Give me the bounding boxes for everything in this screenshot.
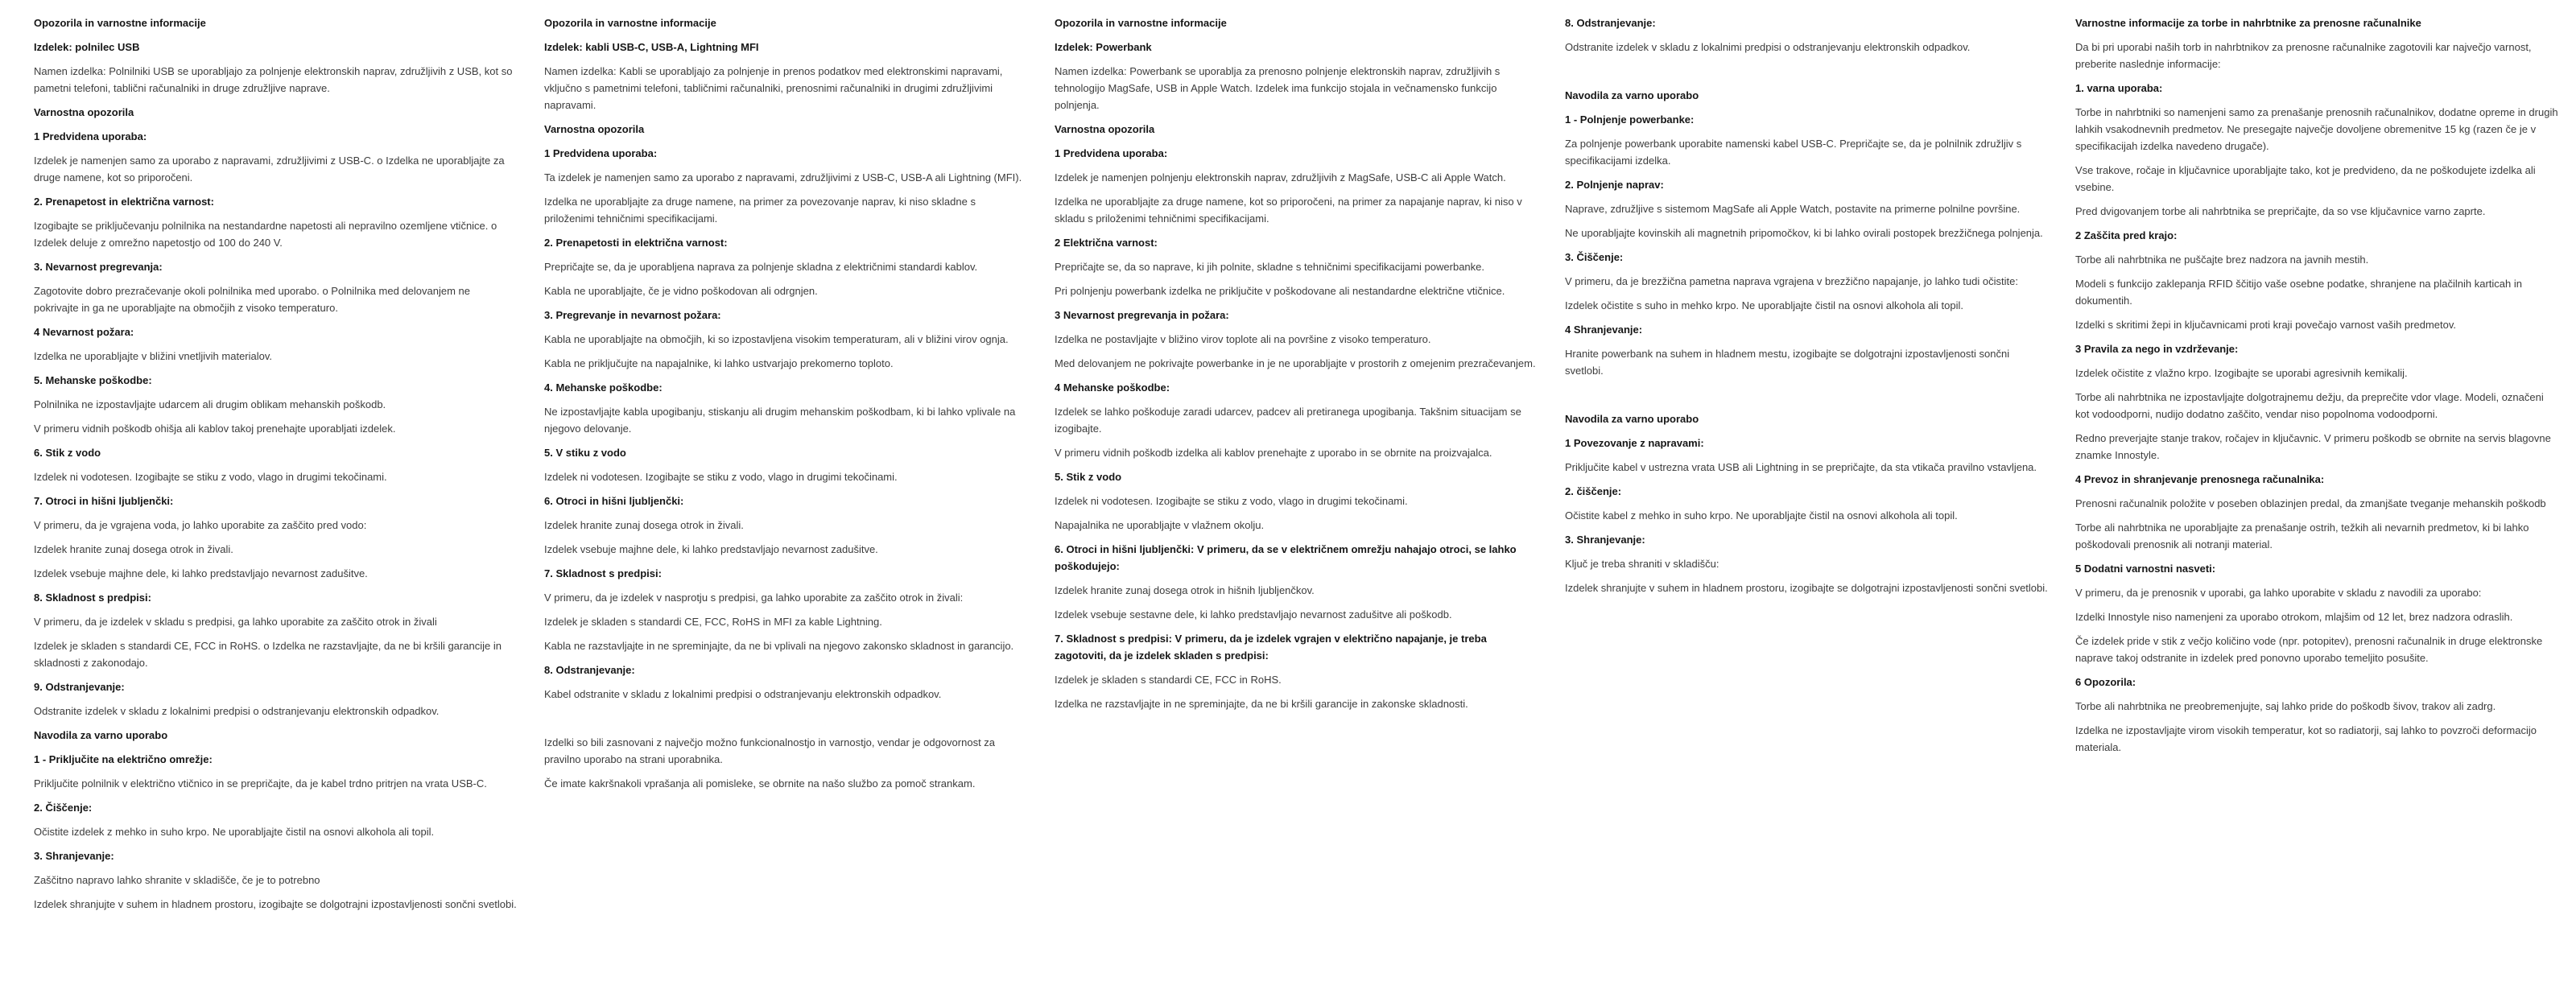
paragraph: Polnilnika ne izpostavljajte udarcem ali drugim oblikam mehanskih poškodb. <box>34 398 386 410</box>
section-title: Varnostna opozorila <box>34 106 134 118</box>
spacer <box>1565 63 2048 80</box>
section-title: Navodila za varno uporabo <box>1565 89 1699 101</box>
spacer <box>544 710 1027 727</box>
paragraph: V primeru, da je brezžična pametna naprava vgrajena v brezžično napajanje, jo lahko tudi očistite: <box>1565 275 2018 287</box>
clause-heading: 2. Polnjenje naprav: <box>1565 179 1664 191</box>
clause-heading: 1. varna uporaba: <box>2075 82 2163 94</box>
clause-heading: 6 Opozorila: <box>2075 676 2136 688</box>
paragraph: Da bi pri uporabi naših torb in nahrbtnikov za prenosne računalnike zagotovili kar največjo varnost, preberite naslednje informacije: <box>2075 41 2532 70</box>
paragraph: Izdelka ne uporabljajte za druge namene, kot so priporočeni, na primer za napajanje naprav, ki niso v skladu s priloženimi tehničnimi specifikacijami. <box>1055 196 1522 225</box>
clause-heading: 2. Prenapetosti in električna varnost: <box>544 237 728 249</box>
clause-heading: 6. Stik z vodo <box>34 447 101 459</box>
clause-heading: 3. Shranjevanje: <box>34 850 114 862</box>
clause-heading: 3 Nevarnost pregrevanja in požara: <box>1055 309 1229 321</box>
section-title: Izdelek: Powerbank <box>1055 41 1152 53</box>
paragraph: V primeru, da je prenosnik v uporabi, ga lahko uporabite v skladu z navodili za uporabo: <box>2075 587 2482 599</box>
paragraph: Ne izpostavljajte kabla upogibanju, stiskanju ali drugim mehanskim poškodbam, ki bi lahko vplivale na njegovo delovanje. <box>544 406 1016 435</box>
clause-heading: 6. Otroci in hišni ljubljenčki: V primeru, da se v električnem omrežju nahajajo otroci, se lahko poškodujejo: <box>1055 543 1517 572</box>
paragraph: Izdelek vsebuje majhne dele, ki lahko predstavljajo nevarnost zadušitve. <box>34 567 368 579</box>
paragraph: Izdelek hranite zunaj dosega otrok in hišnih ljubljenčkov. <box>1055 584 1315 596</box>
paragraph: Izdelek je namenjen polnjenju elektronskih naprav, združljivih z MagSafe, USB-C ali Apple Watch. <box>1055 171 1506 183</box>
clause-heading: 2 Zaščita pred krajo: <box>2075 229 2178 241</box>
paragraph: Kabla ne razstavljajte in ne spreminjajte, da ne bi vplivali na njegovo zakonsko skladnost in garancijo. <box>544 640 1014 652</box>
paragraph: Izdelka ne uporabljajte za druge namene, na primer za povezovanje naprav, ki niso skladne s priloženimi tehničnimi specifikacijami. <box>544 196 976 225</box>
paragraph: V primeru, da je vgrajena voda, jo lahko uporabite za zaščito pred vodo: <box>34 519 367 531</box>
clause-heading: 8. Odstranjevanje: <box>1565 17 1656 29</box>
paragraph: Torbe ali nahrbtnika ne puščajte brez nadzora na javnih mestih. <box>2075 254 2369 266</box>
paragraph: Ta izdelek je namenjen samo za uporabo z napravami, združljivimi z USB-C, USB-A ali Lightning (MFI). <box>544 171 1022 183</box>
paragraph: Napajalnika ne uporabljajte v vlažnem okolju. <box>1055 519 1265 531</box>
paragraph: Kabla ne uporabljajte na območjih, ki so izpostavljena visokim temperaturam, ali v bližini virov ognja. <box>544 333 1009 345</box>
clause-heading: 5. V stiku z vodo <box>544 447 626 459</box>
paragraph: Kabla ne uporabljajte, če je vidno poškodovan ali odrgnjen. <box>544 285 818 297</box>
clause-heading: 1 Predvidena uporaba: <box>544 147 658 159</box>
paragraph: Torbe ali nahrbtnika ne izpostavljajte dolgotrajnemu dežju, da preprečite vdor vlage. Modeli, označeni kot vodoodporni, nudijo dodatno zaščito, vendar niso popolnoma vodoodporni. <box>2075 391 2544 420</box>
section-title: Varnostna opozorila <box>544 123 645 135</box>
paragraph: Za polnjenje powerbank uporabite namenski kabel USB-C. Prepričajte se, da je polnilnik združljiv s specifikacijami izdelka. <box>1565 138 2022 167</box>
paragraph: V primeru vidnih poškodb izdelka ali kablov prenehajte z uporabo in se obrnite na proizvajalca. <box>1055 447 1492 459</box>
column-powerbank-continued <box>1565 14 2048 604</box>
paragraph: Izdelek je namenjen samo za uporabo z napravami, združljivimi z USB-C. o Izdelka ne uporabljajte za druge namene, kot so priporočeni. <box>34 155 505 183</box>
clause-heading: 5. Mehanske poškodbe: <box>34 374 152 386</box>
clause-heading: 3 Pravila za nego in vzdrževanje: <box>2075 343 2239 355</box>
paragraph: Izdelki s skritimi žepi in ključavnicami proti kraji povečajo varnost vaših predmetov. <box>2075 319 2456 331</box>
paragraph: Izdelek je skladen s standardi CE, FCC in RoHS. <box>1055 674 1282 686</box>
paragraph: Izdelek hranite zunaj dosega otrok in živali. <box>544 519 744 531</box>
document-title: Varnostne informacije za torbe in nahrbtnike za prenosne računalnike <box>2075 17 2421 29</box>
paragraph: Izdelek je skladen s standardi CE, FCC in RoHS. o Izdelka ne razstavljajte, da ne bi kršili garancije in skladnosti z zakonodajo. <box>34 640 502 669</box>
clause-heading: 3. Nevarnost pregrevanja: <box>34 261 163 273</box>
paragraph: Izdelek shranjujte v suhem in hladnem prostoru, izogibajte se dolgotrajni izpostavljenosti sončni svetlobi. <box>1565 582 2048 594</box>
paragraph: Redno preverjajte stanje trakov, ročajev in ključavnic. V primeru poškodb se obrnite na servis blagovne znamke Innostyle. <box>2075 432 2551 461</box>
clause-heading: 4 Shranjevanje: <box>1565 324 1643 336</box>
clause-heading: 1 - Polnjenje powerbanke: <box>1565 113 1695 126</box>
clause-heading: 2. čiščenje: <box>1565 485 1622 497</box>
paragraph: Izdelka ne uporabljajte v bližini vnetljivih materialov. <box>34 350 273 362</box>
clause-heading: 1 - Priključite na električno omrežje: <box>34 753 213 765</box>
paragraph: Zagotovite dobro prezračevanje okoli polnilnika med uporabo. o Polnilnika med delovanjem ne pokrivajte in ga ne uporabljajte na območjih z visoko temperaturo. <box>34 285 470 314</box>
clause-heading: 4. Mehanske poškodbe: <box>544 381 663 394</box>
section-title: Izdelek: kabli USB-C, USB-A, Lightning MFI <box>544 41 759 53</box>
paragraph: Namen izdelka: Kabli se uporabljajo za polnjenje in prenos podatkov med elektronskimi napravami, vključno s pametnimi telefoni, tabličnimi računalniki, prenosnimi računalniki in drugimi združljivimi napravami. <box>544 65 1003 111</box>
paragraph: Namen izdelka: Polnilniki USB se uporabljajo za polnjenje elektronskih naprav, združljivih z USB, kot so pametni telefoni, tablični računalniki in druge združljive naprave. <box>34 65 513 94</box>
paragraph: V primeru vidnih poškodb ohišja ali kablov takoj prenehajte uporabljati izdelek. <box>34 423 396 435</box>
paragraph: Če imate kakršnakoli vprašanja ali pomisleke, se obrnite na našo službo za pomoč strankam. <box>544 777 976 790</box>
clause-heading: 4 Mehanske poškodbe: <box>1055 381 1170 394</box>
paragraph: Prepričajte se, da je uporabljena naprava za polnjenje skladna z električnimi standardi kablov. <box>544 261 978 273</box>
clause-heading: 2. Prenapetost in električna varnost: <box>34 196 214 208</box>
paragraph: Očistite kabel z mehko in suho krpo. Ne uporabljajte čistil na osnovi alkohola ali topil. <box>1565 509 1958 522</box>
paragraph: V primeru, da je izdelek v nasprotju s predpisi, ga lahko uporabite za zaščito otrok in živali: <box>544 592 964 604</box>
clause-heading: 1 Povezovanje z napravami: <box>1565 437 1704 449</box>
paragraph: Izdelek očistite z vlažno krpo. Izogibajte se uporabi agresivnih kemikalij. <box>2075 367 2408 379</box>
clause-heading: 2. Čiščenje: <box>34 802 93 814</box>
paragraph: Ne uporabljajte kovinskih ali magnetnih pripomočkov, ki bi lahko ovirali postopek brezžičnega polnjenja. <box>1565 227 2043 239</box>
paragraph: Izdelek shranjujte v suhem in hladnem prostoru, izogibajte se dolgotrajni izpostavljenosti sončni svetlobi. <box>34 898 517 910</box>
paragraph: Torbe in nahrbtniki so namenjeni samo za prenašanje prenosnih računalnikov, dodatne opreme in drugih lahkih vsakodnevnih predmetov. Ne presegajte največje dovoljene obremenitve 15 kg (razen če je v specifikacijah izdelka navedeno drugače). <box>2075 106 2558 152</box>
paragraph: Pri polnjenju powerbank izdelka ne priključite v poškodovane ali nestandardne električne vtičnice. <box>1055 285 1505 297</box>
paragraph: Izdelek je skladen s standardi CE, FCC, RoHS in MFI za kable Lightning. <box>544 616 882 628</box>
clause-heading: 5 Dodatni varnostni nasveti: <box>2075 563 2216 575</box>
document-title: Opozorila in varnostne informacije <box>544 17 716 29</box>
clause-heading: 8. Odstranjevanje: <box>544 664 635 676</box>
paragraph: Priključite polnilnik v električno vtičnico in se prepričajte, da je kabel trdno pritrjen na vrata USB-C. <box>34 777 487 790</box>
paragraph: Hranite powerbank na suhem in hladnem mestu, izogibajte se dolgotrajni izpostavljenosti sončni svetlobi. <box>1565 348 2010 377</box>
paragraph: Kabla ne priključujte na napajalnike, ki lahko ustvarjajo prekomerno toploto. <box>544 357 894 369</box>
clause-heading: 3. Shranjevanje: <box>1565 534 1645 546</box>
clause-heading: 4 Prevoz in shranjevanje prenosnega računalnika: <box>2075 473 2325 485</box>
column-cables <box>544 14 1027 799</box>
column-powerbank <box>1055 14 1538 719</box>
paragraph: Izdelka ne razstavljajte in ne spreminjajte, da ne bi kršili garancije in zakonske skladnosti. <box>1055 698 1468 710</box>
paragraph: Torbe ali nahrbtnika ne preobremenjujte, saj lahko pride do poškodb šivov, trakov ali zadrg. <box>2075 700 2496 712</box>
clause-heading: 1 Predvidena uporaba: <box>34 130 147 142</box>
section-title: Navodila za varno uporabo <box>1565 413 1699 425</box>
clause-heading: 7. Skladnost s predpisi: <box>544 567 662 579</box>
document-title: Opozorila in varnostne informacije <box>34 17 206 29</box>
paragraph: Prepričajte se, da so naprave, ki jih polnite, skladne s tehničnimi specifikacijami powerbanke. <box>1055 261 1484 273</box>
column-usb-charger <box>34 14 517 920</box>
spacer <box>1565 386 2048 403</box>
paragraph: Prenosni računalnik položite v poseben oblazinjen predal, da zmanjšate tveganje mehanskih poškodb <box>2075 497 2546 509</box>
paragraph: Izdelek ni vodotesen. Izogibajte se stiku z vodo, vlago in drugimi tekočinami. <box>544 471 898 483</box>
paragraph: Izdelek se lahko poškoduje zaradi udarcev, padcev ali pretiranega upogibanja. Takšnim situacijam se izogibajte. <box>1055 406 1521 435</box>
paragraph: Očistite izdelek z mehko in suho krpo. Ne uporabljajte čistil na osnovi alkohola ali topil. <box>34 826 435 838</box>
paragraph: Med delovanjem ne pokrivajte powerbanke in je ne uporabljajte v prostorih z omejenim prezračevanjem. <box>1055 357 1536 369</box>
clause-heading: 8. Skladnost s predpisi: <box>34 592 151 604</box>
paragraph: Izdelek vsebuje sestavne dele, ki lahko predstavljajo nevarnost zadušitve ali poškodb. <box>1055 608 1452 621</box>
section-title: Varnostna opozorila <box>1055 123 1155 135</box>
paragraph: Izdelki Innostyle niso namenjeni za uporabo otrokom, mlajšim od 12 let, brez nadzora odraslih. <box>2075 611 2513 623</box>
clause-heading: 7. Otroci in hišni ljubljenčki: <box>34 495 174 507</box>
clause-heading: 7. Skladnost s predpisi: V primeru, da je izdelek vgrajen v električno napajanje, je treba zagotoviti, da je izdelek skladen s predpisi: <box>1055 633 1487 662</box>
paragraph: Odstranite izdelek v skladu z lokalnimi predpisi o odstranjevanju elektronskih odpadkov. <box>34 705 440 717</box>
paragraph: Izdelek hranite zunaj dosega otrok in živali. <box>34 543 233 555</box>
paragraph: Priključite kabel v ustrezna vrata USB ali Lightning in se prepričajte, da sta vtikača pravilno vstavljena. <box>1565 461 2037 473</box>
paragraph: V primeru, da je izdelek v skladu s predpisi, ga lahko uporabite za zaščito otrok in živali <box>34 616 437 628</box>
clause-heading: 2 Električna varnost: <box>1055 237 1158 249</box>
section-title: Izdelek: polnilec USB <box>34 41 140 53</box>
column-laptop-bags <box>2075 14 2558 763</box>
paragraph: Izogibajte se priključevanju polnilnika na nestandardne napetosti ali nepravilno ozemljene vtičnice. o Izdelek deluje z omrežno napetostjo od 100 do 240 V. <box>34 220 497 249</box>
paragraph: Torbe ali nahrbtnika ne uporabljajte za prenašanje ostrih, težkih ali nevarnih predmetov, ki bi lahko poškodovali prenosnik ali notranji material. <box>2075 522 2529 550</box>
paragraph: Naprave, združljive s sistemom MagSafe ali Apple Watch, postavite na primerne polnilne površine. <box>1565 203 2021 215</box>
paragraph: Namen izdelka: Powerbank se uporablja za prenosno polnjenje elektronskih naprav, združljivih s tehnologijo MagSafe, USB in Apple Watch. Izdelek ima funkcijo stojala in večnamensko funkcijo polnjenja. <box>1055 65 1501 111</box>
paragraph: Odstranite izdelek v skladu z lokalnimi predpisi o odstranjevanju elektronskih odpadkov. <box>1565 41 1971 53</box>
paragraph: Izdelka ne izpostavljajte virom visokih temperatur, kot so radiatorji, saj lahko to povzroči deformacijo materiala. <box>2075 724 2537 753</box>
clause-heading: 4 Nevarnost požara: <box>34 326 134 338</box>
paragraph: Če izdelek pride v stik z večjo količino vode (npr. potopitev), prenosni računalnik in druge elektronske naprave takoj odstranite in izdelek pred ponovno uporabo temeljito posušite. <box>2075 635 2543 664</box>
clause-heading: 5. Stik z vodo <box>1055 471 1122 483</box>
clause-heading: 9. Odstranjevanje: <box>34 681 125 693</box>
paragraph: Pred dvigovanjem torbe ali nahrbtnika se prepričajte, da so vse ključavnice varno zaprte. <box>2075 205 2486 217</box>
paragraph: Izdelek očistite s suho in mehko krpo. Ne uporabljajte čistil na osnovi alkohola ali topil. <box>1565 299 1963 311</box>
paragraph: Izdelek ni vodotesen. Izogibajte se stiku z vodo, vlago in drugimi tekočinami. <box>34 471 387 483</box>
clause-heading: 3. Čiščenje: <box>1565 251 1624 263</box>
clause-heading: 6. Otroci in hišni ljubljenčki: <box>544 495 684 507</box>
document-title: Opozorila in varnostne informacije <box>1055 17 1227 29</box>
paragraph: Izdelki so bili zasnovani z največjo možno funkcionalnostjo in varnostjo, vendar je odgovornost za pravilno uporabo na strani uporabnika. <box>544 736 996 765</box>
paragraph: Ključ je treba shraniti v skladišču: <box>1565 558 1719 570</box>
paragraph: Vse trakove, ročaje in ključavnice uporabljajte tako, kot je predvideno, da ne poškodujete izdelka ali vsebine. <box>2075 164 2536 193</box>
clause-heading: 1 Predvidena uporaba: <box>1055 147 1168 159</box>
paragraph: Kabel odstranite v skladu z lokalnimi predpisi o odstranjevanju elektronskih odpadkov. <box>544 688 942 700</box>
paragraph: Zaščitno napravo lahko shranite v skladišče, če je to potrebno <box>34 874 320 886</box>
clause-heading: 3. Pregrevanje in nevarnost požara: <box>544 309 721 321</box>
paragraph: Izdelka ne postavljajte v bližino virov toplote ali na površine z visoko temperaturo. <box>1055 333 1431 345</box>
paragraph: Izdelek vsebuje majhne dele, ki lahko predstavljajo nevarnost zadušitve. <box>544 543 878 555</box>
section-title: Navodila za varno uporabo <box>34 729 168 741</box>
paragraph: Izdelek ni vodotesen. Izogibajte se stiku z vodo, vlago in drugimi tekočinami. <box>1055 495 1408 507</box>
paragraph: Modeli s funkcijo zaklepanja RFID ščitijo vaše osebne podatke, shranjene na plačilnih karticah in dokumentih. <box>2075 278 2522 307</box>
